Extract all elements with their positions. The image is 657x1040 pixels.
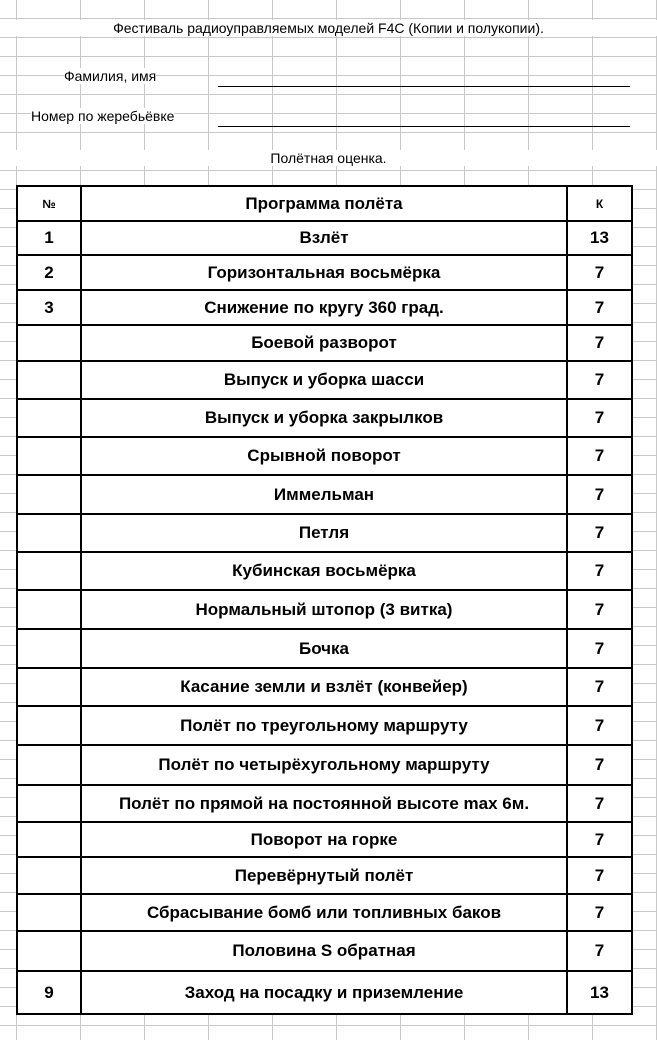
header-number: № <box>17 186 81 221</box>
table-row <box>17 894 632 931</box>
row-program-item: Горизонтальная восьмёрка <box>81 255 567 290</box>
table-header-row <box>17 186 632 221</box>
row-program-item: Взлёт <box>81 221 567 255</box>
row-number <box>17 822 81 857</box>
row-program-item: Нормальный штопор (3 витка) <box>81 590 567 629</box>
row-program-item: Поворот на горке <box>81 822 567 857</box>
row-program-item: Полёт по прямой на постоянной высоте max 6м. <box>81 785 567 822</box>
row-program-item: Половина S обратная <box>81 931 567 971</box>
row-program-item: Боевой разворот <box>81 325 567 361</box>
row-program-item: Полёт по треугольному маршруту <box>81 706 567 745</box>
row-number: 3 <box>17 290 81 325</box>
row-number <box>17 745 81 785</box>
row-k-coefficient: 13 <box>567 221 632 255</box>
row-program-item: Сбрасывание бомб или топливных баков <box>81 894 567 931</box>
row-number <box>17 590 81 629</box>
row-program-item: Бочка <box>81 629 567 668</box>
name-input-line[interactable] <box>218 86 630 87</box>
row-k-coefficient: 7 <box>567 325 632 361</box>
row-number <box>17 629 81 668</box>
table-row <box>17 745 632 785</box>
row-number <box>17 552 81 590</box>
row-k-coefficient: 7 <box>567 822 632 857</box>
row-number: 1 <box>17 221 81 255</box>
table-row <box>17 514 632 552</box>
table-row <box>17 971 632 1014</box>
name-label: Фамилия, имя <box>64 68 157 84</box>
table-row <box>17 221 632 255</box>
table-row <box>17 361 632 399</box>
row-k-coefficient: 7 <box>567 255 632 290</box>
row-k-coefficient: 7 <box>567 475 632 514</box>
table-row <box>17 629 632 668</box>
row-number <box>17 514 81 552</box>
row-number <box>17 361 81 399</box>
row-number <box>17 325 81 361</box>
row-k-coefficient: 7 <box>567 857 632 894</box>
row-k-coefficient: 7 <box>567 706 632 745</box>
row-program-item: Кубинская восьмёрка <box>81 552 567 590</box>
table-row <box>17 325 632 361</box>
table-row <box>17 706 632 745</box>
table-row <box>17 475 632 514</box>
row-k-coefficient: 7 <box>567 399 632 437</box>
row-program-item: Выпуск и уборка закрылков <box>81 399 567 437</box>
table-row <box>17 399 632 437</box>
row-k-coefficient: 7 <box>567 931 632 971</box>
table-row <box>17 255 632 290</box>
row-k-coefficient: 7 <box>567 590 632 629</box>
draw-number-input-line[interactable] <box>218 126 630 127</box>
row-k-coefficient: 7 <box>567 894 632 931</box>
row-k-coefficient: 7 <box>567 629 632 668</box>
row-k-coefficient: 13 <box>567 971 632 1014</box>
title-text: Фестиваль радиоуправляемых моделей F4C (Копии и полукопии). <box>0 20 657 36</box>
row-program-item: Заход на посадку и приземление <box>81 971 567 1014</box>
row-k-coefficient: 7 <box>567 552 632 590</box>
table-row <box>17 668 632 706</box>
row-program-item: Петля <box>81 514 567 552</box>
table-row <box>17 552 632 590</box>
row-program-item: Перевёрнутый полёт <box>81 857 567 894</box>
row-number <box>17 706 81 745</box>
row-k-coefficient: 7 <box>567 668 632 706</box>
row-number <box>17 437 81 475</box>
row-k-coefficient: 7 <box>567 437 632 475</box>
row-k-coefficient: 7 <box>567 290 632 325</box>
table-row <box>17 590 632 629</box>
row-k-coefficient: 7 <box>567 514 632 552</box>
row-k-coefficient: 7 <box>567 361 632 399</box>
table-row <box>17 785 632 822</box>
row-program-item: Иммельман <box>81 475 567 514</box>
row-number <box>17 931 81 971</box>
row-number <box>17 785 81 822</box>
row-program-item: Снижение по кругу 360 град. <box>81 290 567 325</box>
row-k-coefficient: 7 <box>567 745 632 785</box>
table-row <box>17 857 632 894</box>
row-number <box>17 475 81 514</box>
row-program-item: Срывной поворот <box>81 437 567 475</box>
row-number <box>17 857 81 894</box>
flight-program-table <box>16 185 633 1015</box>
header-k: К <box>567 186 632 221</box>
header-program: Программа полёта <box>81 186 567 221</box>
row-program-item: Выпуск и уборка шасси <box>81 361 567 399</box>
row-number: 2 <box>17 255 81 290</box>
table-row <box>17 822 632 857</box>
subtitle-text: Полётная оценка. <box>0 150 657 166</box>
draw-number-label: Номер по жеребьёвке <box>31 108 175 124</box>
row-k-coefficient: 7 <box>567 785 632 822</box>
table-row <box>17 290 632 325</box>
table-row <box>17 437 632 475</box>
row-program-item: Касание земли и взлёт (конвейер) <box>81 668 567 706</box>
table-row <box>17 931 632 971</box>
row-number <box>17 399 81 437</box>
row-number: 9 <box>17 971 81 1014</box>
row-program-item: Полёт по четырёхугольному маршруту <box>81 745 567 785</box>
row-number <box>17 668 81 706</box>
row-number <box>17 894 81 931</box>
